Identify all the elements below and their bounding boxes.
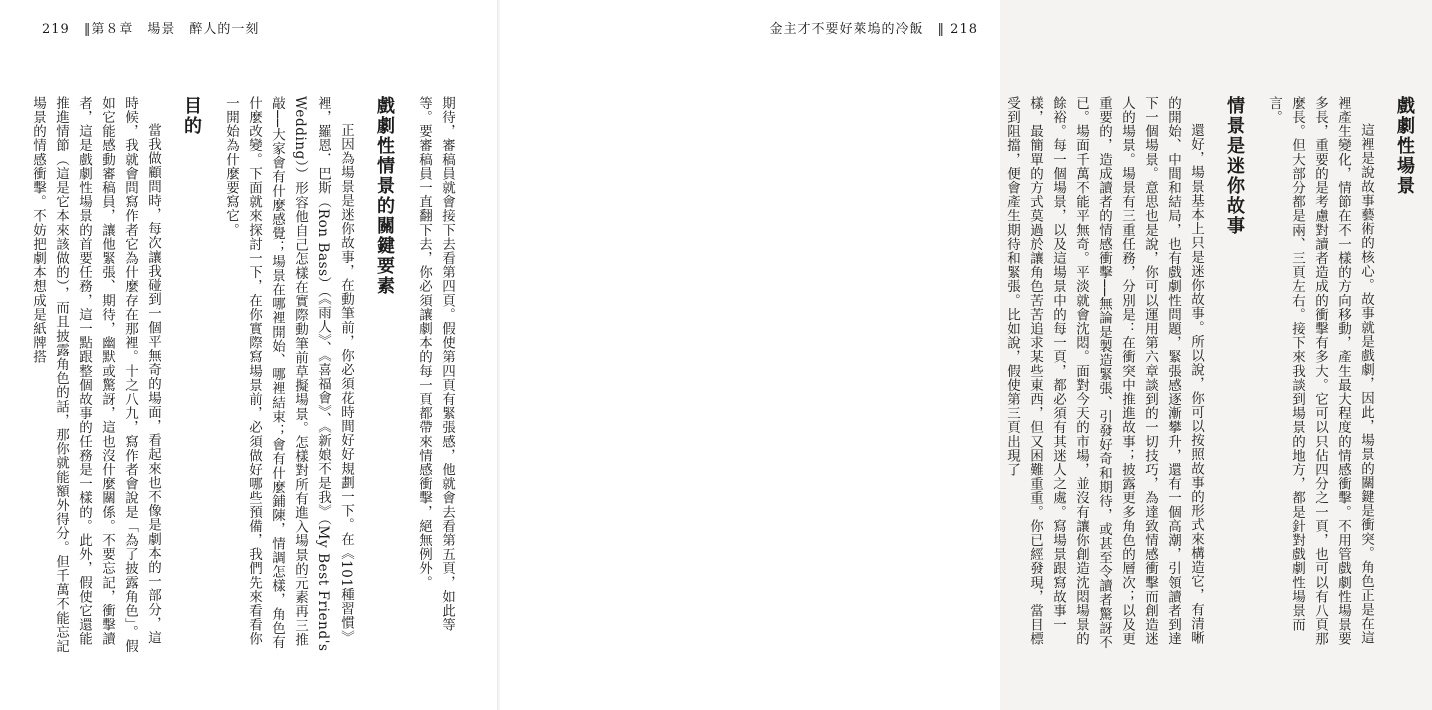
- chapter-label: ‖第８章 場景: [83, 22, 176, 37]
- right-page: [500, 0, 1415, 710]
- book-title: 金主才不要好萊塢的冷飯: [769, 22, 924, 37]
- paragraph: 當我做顧問時，每次讓我碰到一個平無奇的場面，看起來也不像是劇本的一部分，這時候，我就會問寫作者它為什麼存在那裡。十之八九，寫作者會說是「為了披露角色」。假如它能感動審稿員，讓他緊張、期待，幽默或驚訝，這也沒什麼關係。不要忘記，衝擊讀者，這是戲劇性場景的首要任務，這一點跟整個故事的任務是一樣的。此外，假使它還能推進情節（這是它本來該做的），而且披露角色的話，那你就能額外得分。但千萬不能忘記場景的情感衝擊。不妨把劇本想成是紙牌搭: [30, 96, 161, 654]
- paragraph: 還好，場景基本上只是迷你故事。所以說，你可以按照故事的形式來構造它，有清晰的開始、中間和結局，也有戲劇性問題，緊張感逐漸攀升，還有一個高潮，引領讀者到達下一個場景。意思也是說，你可以運用第六章談到的一切技巧，為達致情感衝擊而創造迷人的場景。場景有三重任務，分別是：在衝突中推進故事；披露更多角色的層次；以及更重要的，造成讀者的情感衝擊──無論是製造緊張、引發好奇和期待，或甚至令讀者驚訝不已。場面千萬不能平無奇。平淡就會沈悶。面對今天的市場，並沒有讓你創造沈悶場景的餘裕。每一個場景，以及這場景中的每一頁，都必須有其迷人之處。寫場景跟寫故事一樣，最簡單的方式莫過於讓角色苦苦追求某些東西，但又困難重重。你已經發現，當目標受到阻擋，便會產生期待和緊張。比如說，假使第三頁出現了: [1004, 96, 1204, 650]
- section-heading: 目的: [181, 96, 202, 136]
- left-page-header: [42, 18, 273, 37]
- left-page-body: [30, 96, 458, 656]
- right-page-body: [1004, 96, 1432, 656]
- chapter-title: 醉人的一刻: [189, 22, 260, 37]
- left-page: [0, 0, 500, 710]
- paragraph: 期待，審稿員就會接下去看第四頁。假使第四頁有緊張感，他就會去看第五頁，如此等等。要審稿員一直翻下去，你必須讓劇本的每一頁都帶來情感衝擊，絕無例外。: [416, 96, 455, 632]
- section-heading: 情景是迷你故事: [1224, 96, 1245, 236]
- section-heading: 戲劇性情景的關鍵要素: [374, 96, 395, 296]
- page-number: 219: [42, 22, 70, 37]
- right-page-header: [770, 18, 978, 37]
- page-number: ‖ 218: [937, 22, 978, 37]
- paragraph: 正因為場景是迷你故事，在動筆前，你必須花時間好好規劃一下。在《101種習慣》裡，羅恩．巴斯（Ron Bass）（《雨人》、《喜福會》、《新娘不是我》（My Best Friend's Wedding））形容他自己怎樣在實際動筆前草擬場景。怎樣對所有進入場景的元素再三推敲──大家會有什麼感覺；場景在哪裡開始、哪裡結束；會有什麼鋪陳，情調怎樣，角色有什麼改變。下面就來探討一下，在你實際寫場景前，必須做好哪些預備，我們先來看看你一開始為什麼要寫它。: [223, 96, 354, 652]
- section-heading: 戲劇性場景: [1394, 96, 1415, 196]
- paragraph: 這裡是說故事藝術的核心。故事就是戲劇，因此，場景的關鍵是衝突。角色正是在這裡產生變化，情節在不一樣的方向移動，產生最大程度的情感衝擊。不用管戲劇性場景要多長，重要的是考慮對讀者造成的衝擊有多大。它可以只佔四分之一頁，也可以有八頁那麼長。但大部分都是兩、三頁左右。接下來我談到場景的地方，都是針對戲劇性場景而言。: [1266, 96, 1374, 646]
